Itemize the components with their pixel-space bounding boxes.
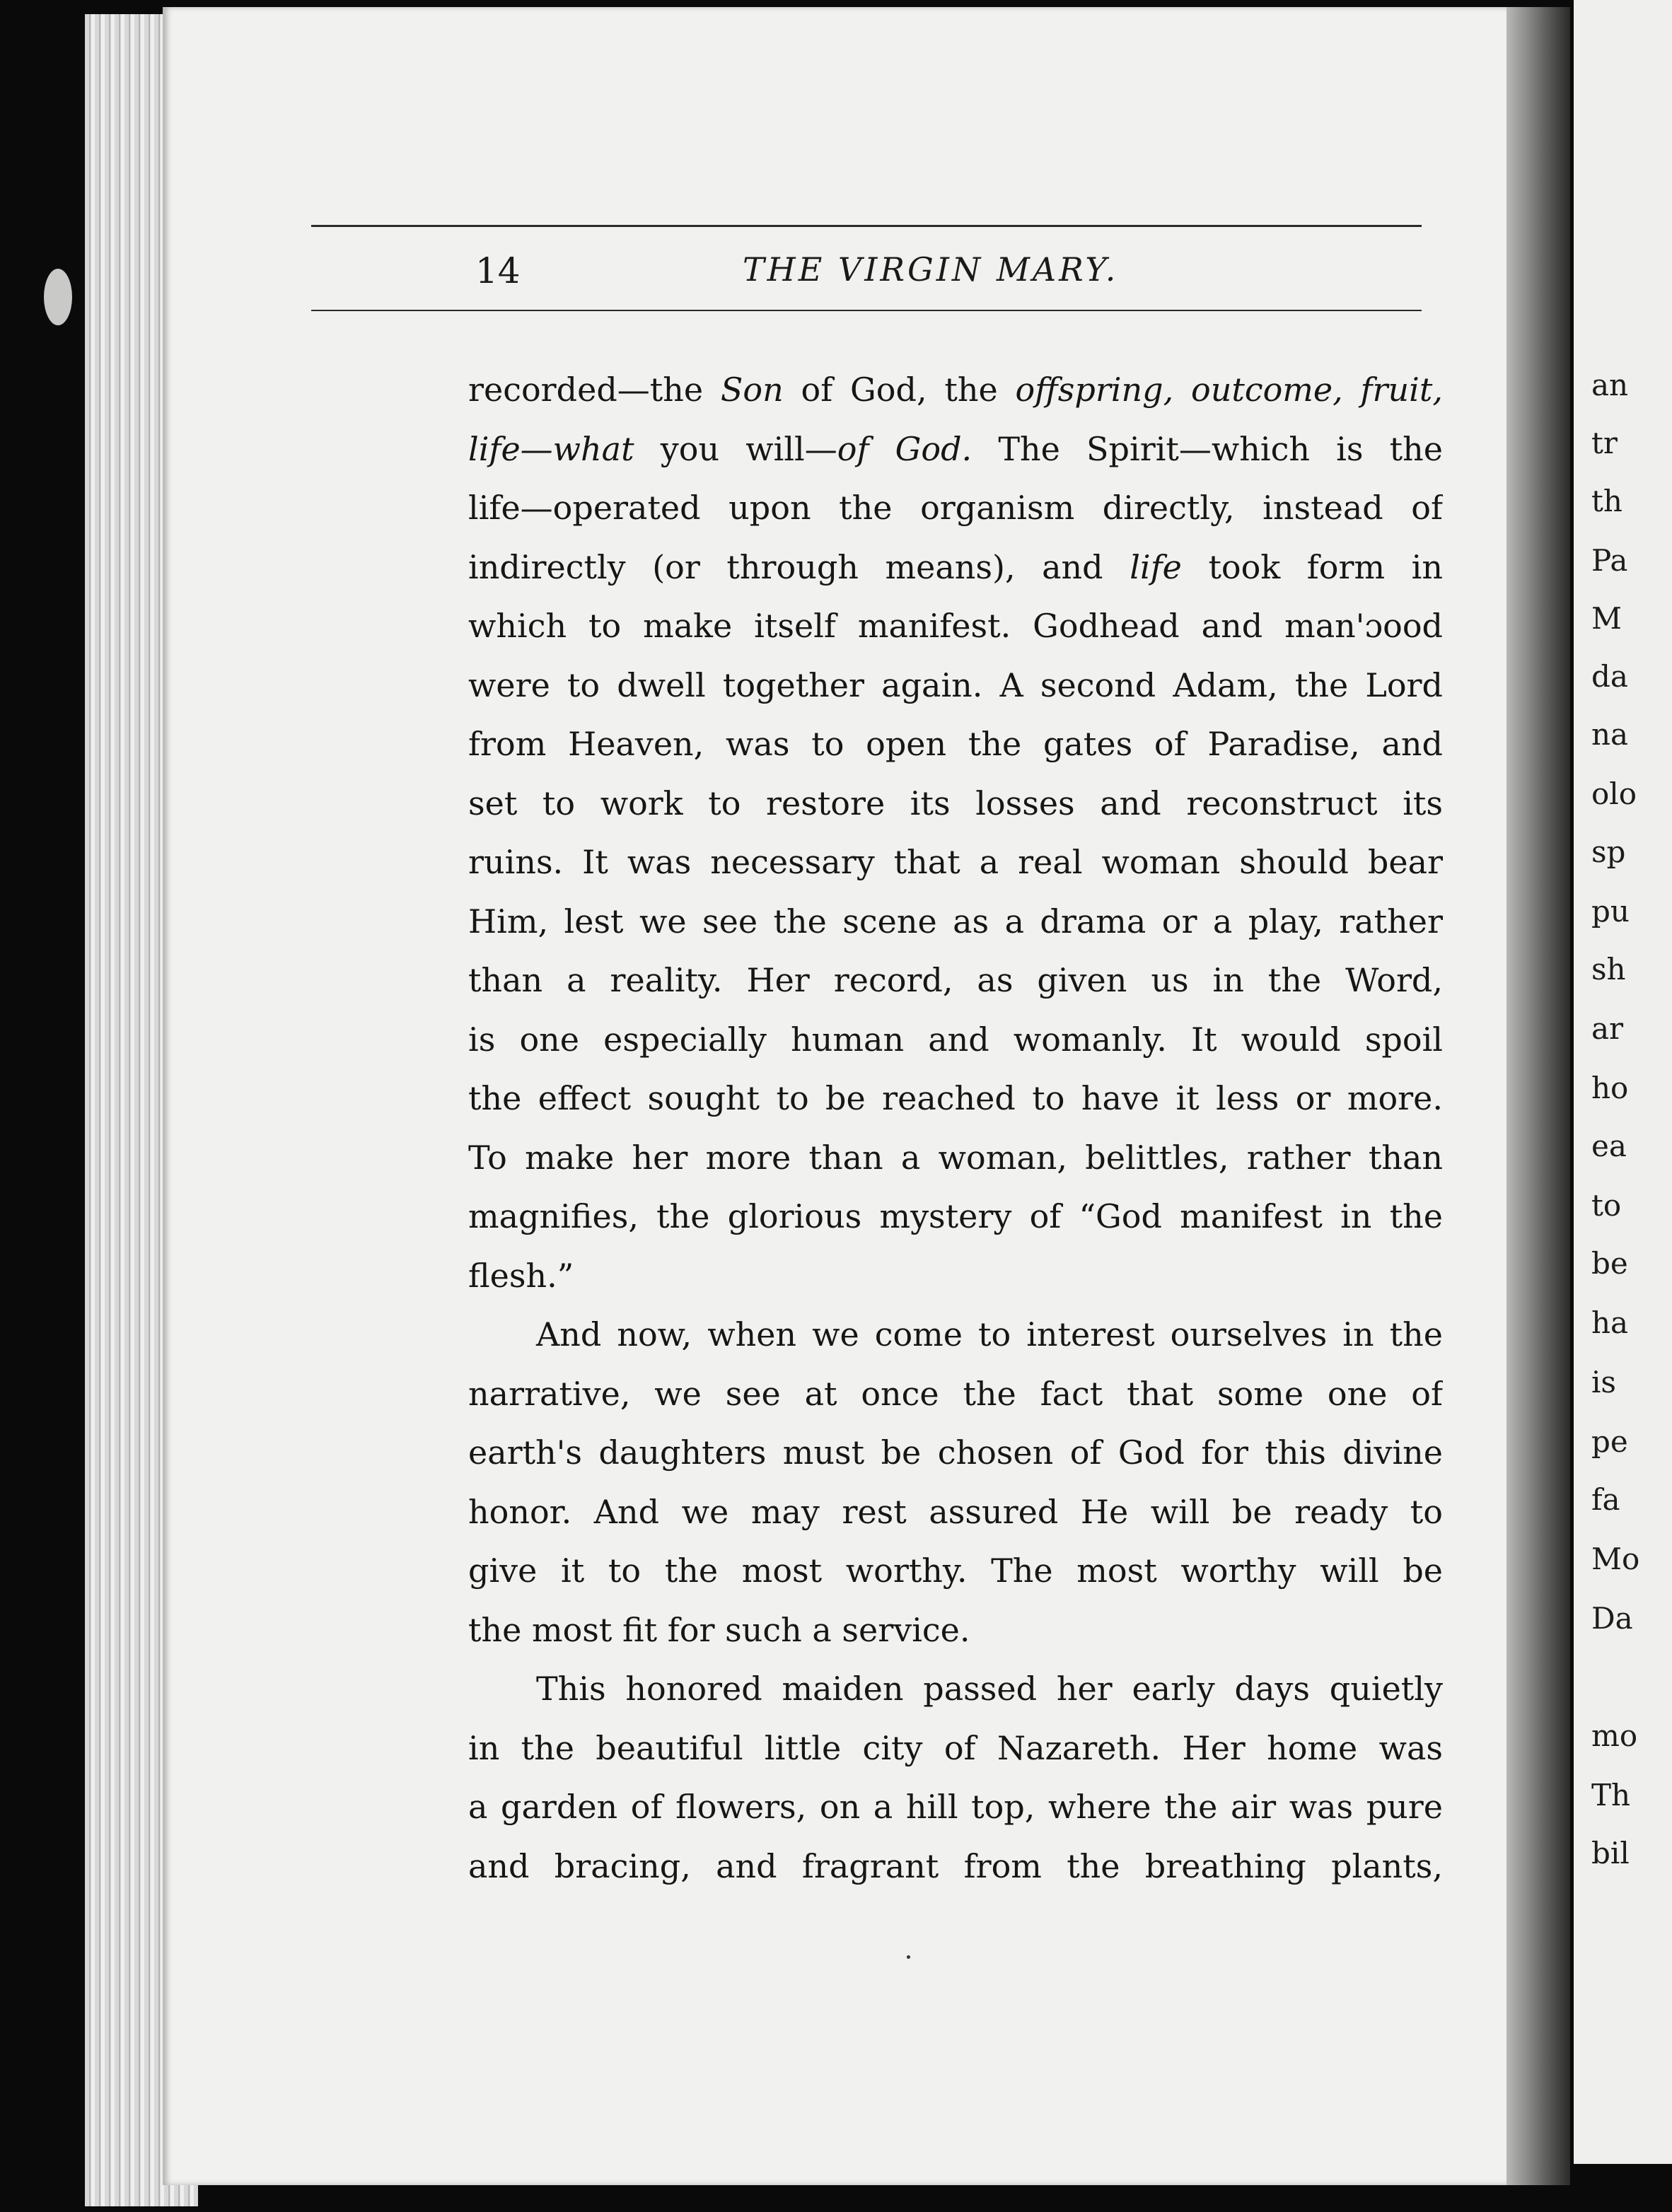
text-run: the effect sought to be reached to have it less or more. bbox=[468, 1079, 1443, 1117]
text-run: This honored maiden passed her early days quietly bbox=[536, 1670, 1443, 1708]
facing-page-fragment: ha bbox=[1591, 1305, 1629, 1340]
facing-page bbox=[1574, 0, 1672, 2164]
text-line bbox=[468, 361, 1443, 420]
page-corner-smudge bbox=[44, 269, 72, 325]
text-line bbox=[468, 1601, 1443, 1660]
text-run: and bracing, and fragrant from the breathing plants, bbox=[468, 1846, 1443, 1885]
facing-page-fragment: ar bbox=[1591, 1011, 1624, 1046]
facing-page-fragment: pe bbox=[1591, 1424, 1628, 1459]
text-run: And now, when we come to interest ourselves in the bbox=[536, 1315, 1443, 1354]
facing-page-fragment: olo bbox=[1591, 776, 1637, 811]
text-run: earth's daughters must be chosen of God for this divine bbox=[468, 1433, 1443, 1472]
text-line bbox=[468, 1542, 1443, 1601]
facing-page-fragment: ea bbox=[1591, 1129, 1627, 1163]
text-run: a garden of flowers, on a hill top, where the air was pure bbox=[468, 1788, 1443, 1826]
facing-page-fragment: Pa bbox=[1591, 543, 1628, 578]
text-run: recorded—the bbox=[468, 371, 721, 409]
text-line bbox=[468, 1778, 1443, 1837]
text-line bbox=[468, 774, 1443, 834]
facing-page-fragment: tr bbox=[1591, 426, 1618, 460]
facing-page-fragment: na bbox=[1591, 717, 1629, 752]
running-title: THE VIRGIN MARY. bbox=[743, 250, 1119, 289]
speck bbox=[907, 1955, 910, 1959]
facing-page-fragment: sh bbox=[1591, 952, 1626, 986]
facing-page-fragment: to bbox=[1591, 1188, 1622, 1223]
text-run: narrative, we see at once the fact that some one of bbox=[468, 1374, 1443, 1413]
text-run: life—operated upon the organism directly, instead of bbox=[468, 489, 1443, 527]
text-line bbox=[468, 1011, 1443, 1070]
facing-page-fragment: mo bbox=[1591, 1718, 1638, 1753]
text-line bbox=[468, 420, 1443, 479]
text-run: were to dwell together again. A second Adam, the Lord bbox=[468, 665, 1443, 704]
italic-text: of God. bbox=[837, 429, 973, 468]
text-line bbox=[468, 951, 1443, 1011]
text-run: from Heaven, was to open the gates of Paradise, and bbox=[468, 725, 1443, 763]
facing-page-fragment: sp bbox=[1591, 834, 1626, 869]
text-run: set to work to restore its losses and reconstruct its bbox=[468, 784, 1443, 822]
text-run: The Spirit—which is the bbox=[972, 429, 1443, 468]
facing-page-fragment: th bbox=[1591, 484, 1622, 518]
facing-page-fragment: Da bbox=[1591, 1601, 1633, 1636]
text-line bbox=[468, 1837, 1443, 1897]
text-run: the most fit for such a service. bbox=[468, 1610, 970, 1649]
text-run: flesh.” bbox=[468, 1256, 574, 1295]
facing-page-fragment: Mo bbox=[1591, 1542, 1640, 1576]
text-run: which to make itself manifest. Godhead and man'ɔood bbox=[468, 607, 1443, 645]
text-line bbox=[468, 833, 1443, 892]
text-run: give it to the most worthy. The most worthy will be bbox=[468, 1552, 1443, 1590]
text-line bbox=[468, 597, 1443, 656]
text-run: honor. And we may rest assured He will be ready to bbox=[468, 1492, 1443, 1531]
header-rule-bottom bbox=[311, 310, 1422, 311]
text-line bbox=[468, 1719, 1443, 1779]
text-line bbox=[468, 1660, 1443, 1719]
italic-text: Son bbox=[720, 371, 784, 409]
facing-page-fragment: an bbox=[1591, 368, 1629, 402]
text-run: Him, lest we see the scene as a drama or a play, rather bbox=[468, 902, 1443, 941]
text-line bbox=[468, 892, 1443, 952]
text-line bbox=[468, 656, 1443, 716]
italic-text: life—what bbox=[468, 429, 634, 468]
text-run: of God, the bbox=[783, 371, 1016, 409]
text-line bbox=[468, 1424, 1443, 1483]
facing-page-fragment: ho bbox=[1591, 1071, 1629, 1105]
text-run: ruins. It was necessary that a real woman should bear bbox=[468, 843, 1443, 881]
facing-page-fragment: da bbox=[1591, 659, 1628, 694]
header-rule-top bbox=[311, 225, 1422, 227]
text-run: is one especially human and womanly. It would spoil bbox=[468, 1020, 1443, 1059]
text-run: took form in bbox=[1181, 547, 1443, 586]
text-line bbox=[468, 1069, 1443, 1129]
text-run: indirectly (or through means), and bbox=[468, 547, 1130, 586]
text-line bbox=[468, 715, 1443, 774]
facing-page-fragment: be bbox=[1591, 1246, 1628, 1281]
body-text bbox=[468, 361, 1443, 1896]
page-number: 14 bbox=[475, 250, 521, 291]
facing-page-fragment: fa bbox=[1591, 1482, 1620, 1517]
text-line bbox=[468, 1247, 1443, 1306]
italic-text: offspring, outcome, fruit, bbox=[1015, 371, 1443, 409]
italic-text: life bbox=[1130, 547, 1182, 586]
text-line bbox=[468, 479, 1443, 538]
text-run: in the beautiful little city of Nazareth. Her home was bbox=[468, 1728, 1443, 1767]
text-line bbox=[468, 1129, 1443, 1188]
text-run: you will— bbox=[634, 429, 837, 468]
text-line bbox=[468, 1187, 1443, 1247]
text-line bbox=[468, 1483, 1443, 1542]
text-line bbox=[468, 1305, 1443, 1365]
facing-page-fragment: bil bbox=[1591, 1836, 1630, 1870]
book-gutter bbox=[1506, 7, 1570, 2185]
facing-page-fragment: M bbox=[1591, 601, 1622, 636]
text-line bbox=[468, 538, 1443, 598]
text-run: magnifies, the glorious mystery of “God manifest in the bbox=[468, 1197, 1443, 1235]
text-line bbox=[468, 1365, 1443, 1424]
facing-page-fragment: Th bbox=[1591, 1778, 1631, 1812]
text-run: than a reality. Her record, as given us in the Word, bbox=[468, 961, 1443, 999]
text-run: To make her more than a woman, belittles, rather than bbox=[468, 1138, 1443, 1177]
facing-page-fragment: is bbox=[1591, 1365, 1616, 1399]
facing-page-fragment: pu bbox=[1591, 894, 1630, 929]
